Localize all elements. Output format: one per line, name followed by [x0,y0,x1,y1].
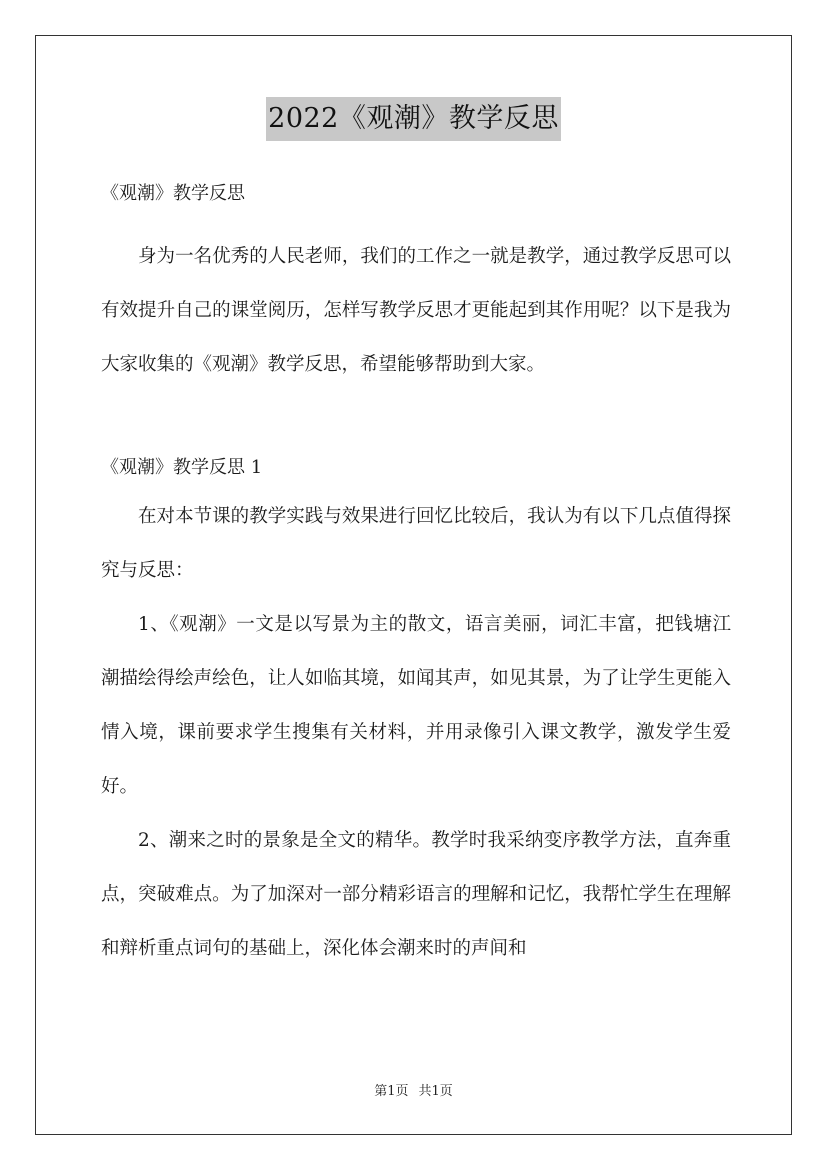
body-paragraph: 在对本节课的教学实践与效果进行回忆比较后，我认为有以下几点值得探究与反思： [101,506,731,581]
page-total: 共1页 [418,1084,453,1099]
document-body [101,176,731,976]
section-spacer [101,392,731,446]
body-paragraph: 1、《观潮》一文是以写景为主的散文，语言美丽，词汇丰富，把钱塘江潮描绘得绘声绘色，让人如临其境，如闻其声，如见其景，为了让学生更能入情入境，课前要求学生搜集有关材料，并用录像引入课文教学，激发学生爱好。 [101,614,731,797]
document-subtitle: 《观潮》教学反思 [101,183,245,204]
title-container [0,97,827,141]
body-paragraph: 2、潮来之时的景象是全文的精华。教学时我采纳变序教学方法，直奔重点，突破难点。为了加深对一部分精彩语言的理解和记忆，我帮忙学生在理解和辩析重点词句的基础上，深化体会潮来时的声间和 [101,830,731,959]
page-footer [0,1082,827,1102]
document-title: 2022《观潮》教学反思 [266,97,561,141]
intro-paragraph: 身为一名优秀的人民老师，我们的工作之一就是教学，通过教学反思可以有效提升自己的课堂阅历，怎样写教学反思才更能起到其作用呢？以下是我为大家收集的《观潮》教学反思，希望能够帮助到大家。 [101,246,731,375]
section-heading: 《观潮》教学反思 1 [101,457,263,478]
page-number: 第1页 [374,1084,409,1099]
